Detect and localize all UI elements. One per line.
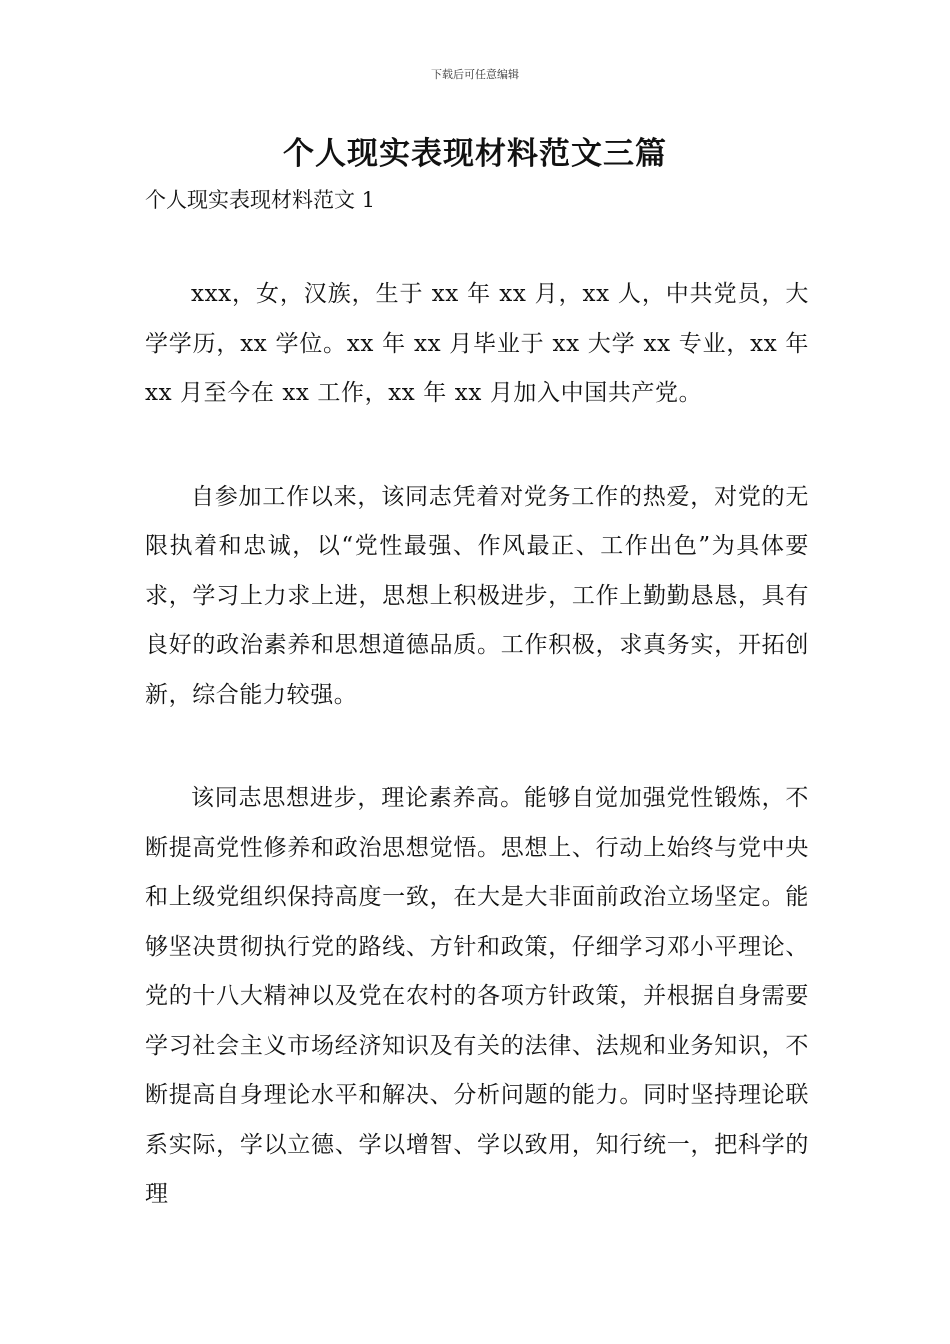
section-subtitle: 个人现实表现材料范文 1 (145, 188, 376, 212)
paragraph-ideology: 该同志思想进步，理论素养高。能够自觉加强党性锻炼，不断提高党性修养和政治思想觉悟。思想上、行动上始终与党中央和上级党组织保持高度一致，在大是大非面前政治立场坚定。能够坚决贯彻执行党的路线、方针和政策，仔细学习邓小平理论、党的十八大精神以及党在农村的各项方针政策，并根据自身需要学习社会主义市场经济知识及有关的法律、法规和业务知识，不断提高自身理论水平和解决、分析问题的能力。同时坚持理论联系实际，学以立德、学以增智、学以致用，知行统一，把科学的理 (145, 785, 809, 1207)
paragraph-work-attitude: 自参加工作以来，该同志凭着对党务工作的热爱，对党的无限执着和忠诚，以“党性最强、作风最正、工作出色”为具体要求，学习上力求上进，思想上积极进步，工作上勤勤恳恳，具有良好的政治素养和思想道德品质。工作积极，求真务实，开拓创新，综合能力较强。 (145, 483, 809, 708)
paragraph-personal-info: xxx，女，汉族，生于 xx 年 xx 月，xx 人，中共党员，大学学历，xx 学位。xx 年 xx 月毕业于 xx 大学 xx 专业，xx 年 xx 月至今在 xx 工作，xx 年 xx 月加入中国共产党。 (145, 281, 809, 406)
body-text (145, 270, 809, 1274)
header-note: 下载后可任意编辑 (431, 68, 519, 81)
document-title: 个人现实表现材料范文三篇 (283, 136, 667, 172)
